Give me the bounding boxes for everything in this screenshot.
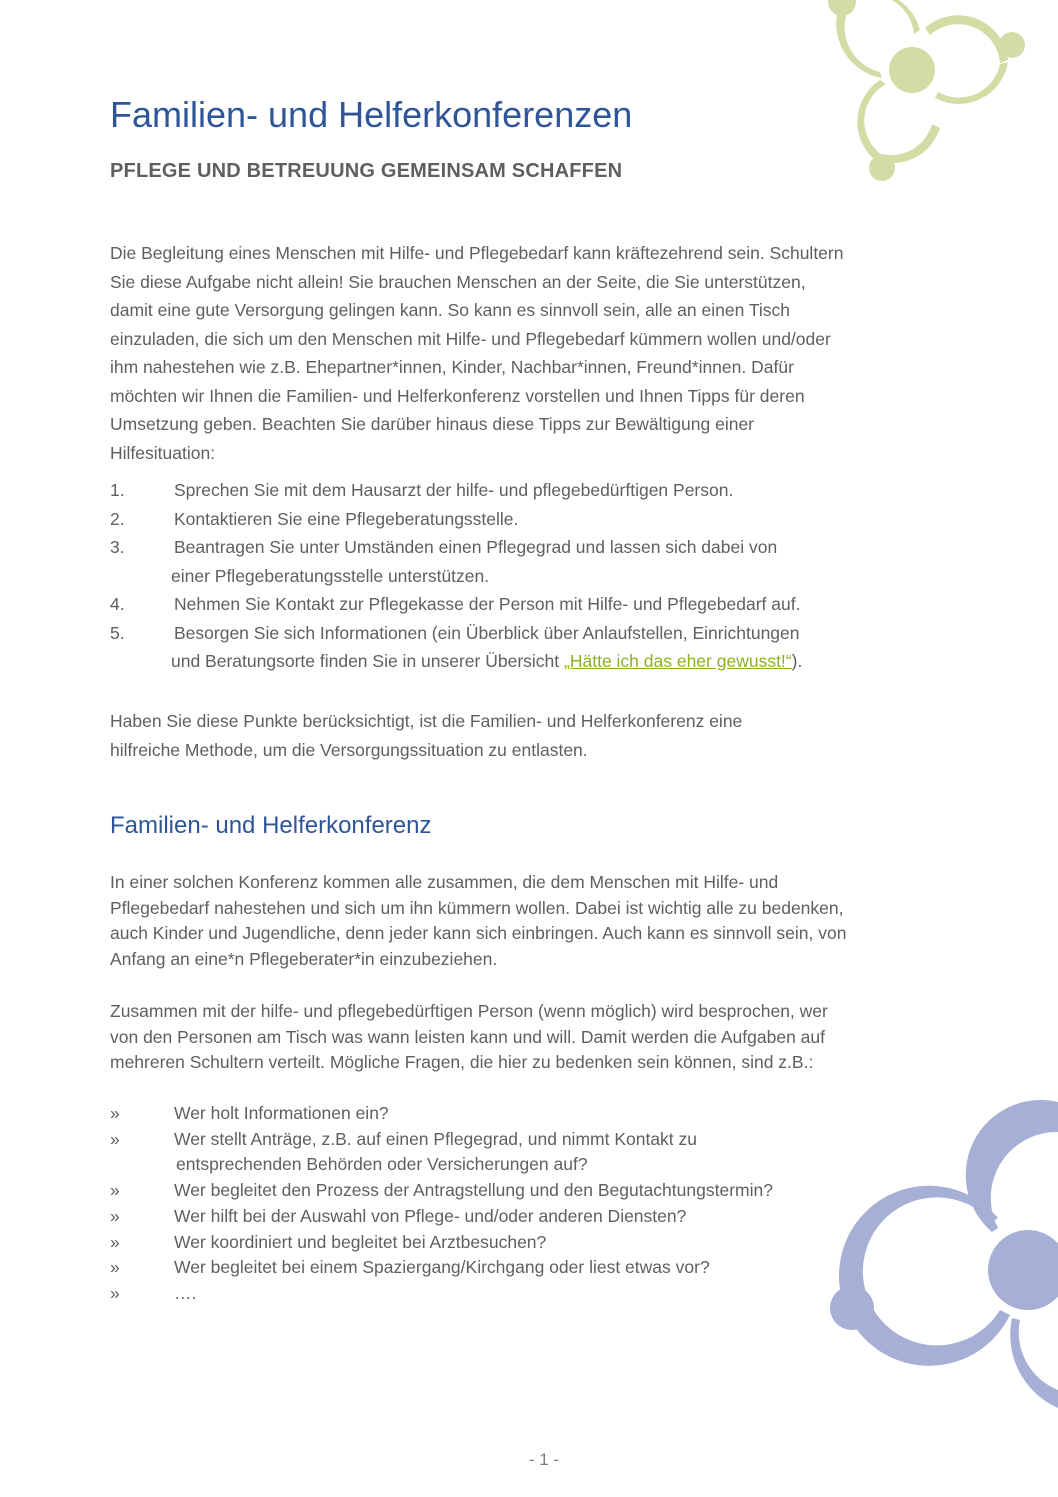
text-line: Anfang an eine*n Pflegeberater*in einzubeziehen. [110,948,498,969]
text-line: Umsetzung geben. Beachten Sie darüber hinaus diese Tipps zur Bewältigung einer [110,414,755,434]
text-line: Sie diese Aufgabe nicht allein! Sie brauchen Menschen an der Seite, die Sie unterstützen, [110,271,806,292]
bullet-icon: » [110,1282,120,1303]
list-item: » Wer koordiniert und begleitet bei Arztbesuchen? [110,1230,910,1256]
intro-paragraph [110,239,960,467]
page-number: - 1 - [528,1450,560,1469]
summary-paragraph [110,707,960,764]
bullet-icon: » [110,1231,120,1252]
text-line: damit eine gute Versorgung gelingen kann. So kann es sinnvoll sein, alle an einen Tisch [110,300,791,320]
questions-list [110,1101,910,1307]
text-line: mehreren Schultern verteilt. Mögliche Fragen, die hier zu bedenken sein können, sind z.B.: [110,1052,814,1072]
page-subtitle: PFLEGE UND BETREUUNG GEMEINSAM SCHAFFEN [110,160,623,182]
decorative-circles-green-icon [820,0,1058,200]
list-marker: 1. [110,480,125,500]
list-marker: 2. [110,508,125,529]
text-line: Zusammen mit der hilfe- und pflegebedürftigen Person (wenn möglich) wird besprochen, wer [110,1001,828,1021]
section-paragraph-1 [110,870,960,972]
overview-link[interactable]: „Hätte ich das eher gewusst!“ [564,651,792,671]
list-marker: 3. [110,537,125,557]
list-item: 1. Sprechen Sie mit dem Hausarzt der hilfe- und pflegebedürftigen Person. [110,476,910,505]
list-marker: 4. [110,594,125,614]
list-item: » Wer begleitet bei einem Spaziergang/Kirchgang oder liest etwas vor? [110,1255,910,1281]
text-line: Haben Sie diese Punkte berücksichtigt, ist die Familien- und Helferkonferenz eine [110,711,743,731]
text-line: möchten wir Ihnen die Familien- und Helferkonferenz vorstellen und Ihnen Tipps für deren [110,385,805,406]
list-item: » Wer holt Informationen ein? [110,1101,910,1127]
list-item: 2. Kontaktieren Sie eine Pflegeberatungsstelle. [110,505,910,534]
text-line: hilfreiche Methode, um die Versorgungssituation zu entlasten. [110,739,588,760]
bullet-icon: » [110,1180,120,1201]
list-item: 5. Besorgen Sie sich Informationen (ein Überblick über Anlaufstellen, Einrichtungen und Beratungsorte finden Sie in unserer Übersicht „Hätte ich das eher gewusst!“). [110,619,910,676]
bullet-icon: » [110,1128,120,1149]
list-marker: 5. [110,622,125,643]
text-line: Die Begleitung eines Menschen mit Hilfe- und Pflegebedarf kann kräftezehrend sein. Schultern [110,243,844,263]
tips-list [110,476,910,676]
text-line: Pflegebedarf nahestehen und sich um ihn kümmern wollen. Dabei ist wichtig alle zu bedenken, [110,897,844,918]
list-item: 4. Nehmen Sie Kontakt zur Pflegekasse der Person mit Hilfe- und Pflegebedarf auf. [110,590,910,619]
section-heading: Familien- und Helferkonferenz [110,812,432,839]
list-item: 3. Beantragen Sie unter Umständen einen Pflegegrad und lassen sich dabei von einer Pflegeberatungsstelle unterstützen. [110,533,910,590]
page-title: Familien- und Helferkonferenzen [110,94,633,135]
text-line: Hilfesituation: [110,442,216,463]
list-item: » …. [110,1281,910,1307]
section-paragraph-2 [110,999,960,1076]
text-line: auch Kinder und Jugendliche, denn jeder kann sich einbringen. Auch kann es sinnvoll sein, von [110,923,847,943]
text-line: In einer solchen Konferenz kommen alle zusammen, die dem Menschen mit Hilfe- und [110,872,779,892]
list-item: » Wer hilft bei der Auswahl von Pflege- und/oder anderen Diensten? [110,1204,910,1230]
text-line: ihm nahestehen wie z.B. Ehepartner*innen, Kinder, Nachbar*innen, Freund*innen. Dafür [110,357,794,377]
text-line: von den Personen am Tisch was wann leisten kann und will. Damit werden die Aufgaben auf [110,1026,826,1047]
bullet-icon: » [110,1257,120,1278]
list-item: » Wer begleitet den Prozess der Antragstellung und den Begutachtungstermin? [110,1178,910,1204]
list-item: » Wer stellt Anträge, z.B. auf einen Pflegegrad, und nimmt Kontakt zu entsprechenden Behörden oder Versicherungen auf? [110,1128,698,1175]
bullet-icon: » [110,1205,120,1226]
text-line: einzuladen, die sich um den Menschen mit Hilfe- und Pflegebedarf kümmern wollen und/oder [110,328,831,349]
bullet-icon: » [110,1103,120,1123]
